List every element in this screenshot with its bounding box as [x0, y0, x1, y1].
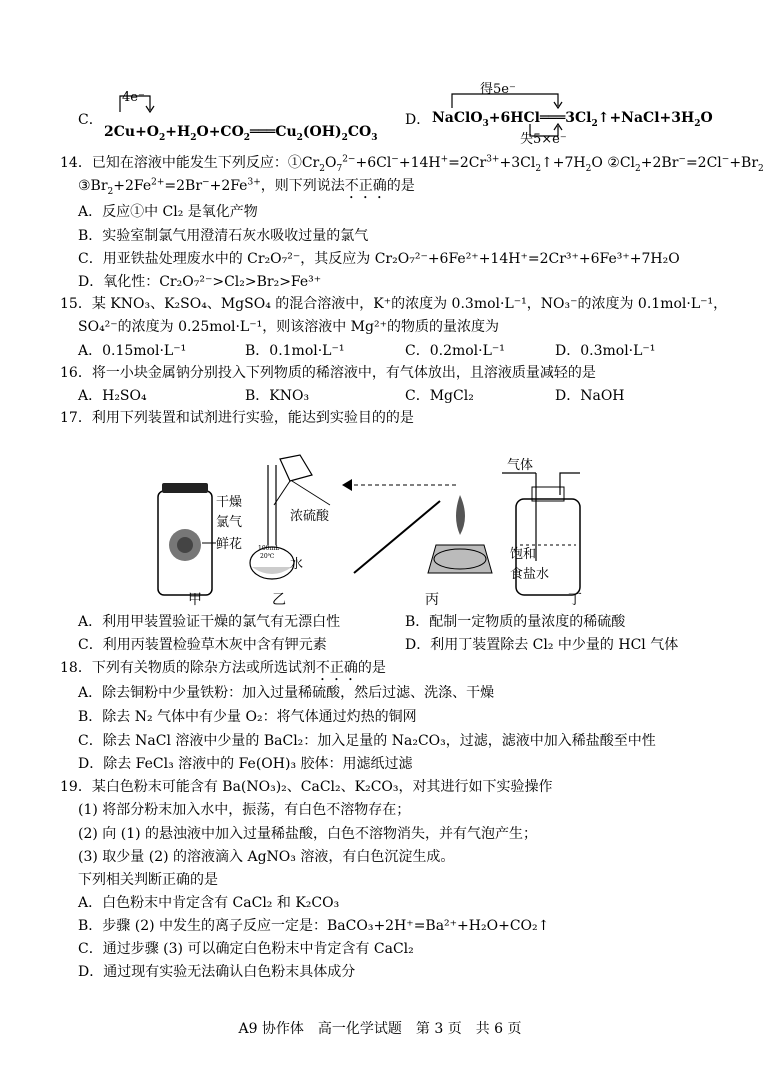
caption-ding: 丁: [568, 592, 582, 608]
q13-option-d-label: D．: [405, 112, 431, 128]
q19-option-d: D．通过现有实验无法确认白色粉末具体成分: [78, 964, 356, 980]
apparatus-jia: [158, 483, 216, 595]
q19-option-b: B．步骤 (2) 中发生的离子反应一定是：BaCO₃+2H⁺=Ba²⁺+H₂O+CO₂↑: [78, 918, 550, 934]
yi-label-acid: 浓硫酸: [290, 509, 330, 524]
q16-option-a: A．H₂SO₄: [78, 388, 147, 404]
q15-stem-line2: SO₄²⁻的浓度为 0.25mol·L⁻¹，则该溶液中 Mg²⁺的物质的量浓度为: [78, 319, 499, 335]
caption-yi: 乙: [272, 592, 286, 608]
q18-stem: 18．下列有关物质的除杂方法或所选试剂不正确的是: [60, 660, 386, 676]
q19-stem: 19．某白色粉末可能含有 Ba(NO₃)₂、CaCl₂、K₂CO₃，对其进行如下实验操作: [60, 779, 553, 795]
q18-option-a: A．除去铜粉中少量铁粉：加入过量稀硫酸，然后过滤、洗涤、干燥: [78, 685, 495, 701]
yi-flask-temp: 20℃: [260, 553, 275, 560]
q16-option-b: B．KNO₃: [245, 388, 310, 404]
q16-option-c: C．MgCl₂: [405, 388, 474, 404]
q14-option-b: B．实验室制氯气用澄清石灰水吸收过量的氯气: [78, 228, 369, 244]
q13-c-electron-label: 4e⁻: [122, 90, 145, 105]
q14-stem-line1: 14．已知在溶液中能发生下列反应：$①Cr_2O_7^{2-}+6Cl^-+14H^+=2Cr^{3+}+3Cl_2↑+7H_2O$ $②Cl_2+2Br^-=2Cl^-+Br_2$: [60, 154, 764, 174]
apparatus-bing: [342, 479, 492, 573]
q18-option-c: C．除去 NaCl 溶液中少量的 BaCl₂：加入足量的 Na₂CO₃，过滤，滤液中加入稀盐酸至中性: [78, 733, 656, 749]
q19-step-3: (3) 取少量 (2) 的溶液滴入 AgNO₃ 溶液，有白色沉淀生成。: [78, 849, 455, 865]
q17-option-d: D．利用丁装置除去 Cl₂ 中少量的 HCl 气体: [405, 637, 679, 653]
caption-bing: 丙: [425, 592, 439, 608]
page-footer: A9 协作体 高一化学试题 第 3 页 共 6 页: [238, 1021, 522, 1037]
q19-step-2: (2) 向 (1) 的悬浊液中加入过量稀盐酸，白色不溶物消失，并有气泡产生；: [78, 826, 538, 842]
q18-option-d: D．除去 FeCl₃ 溶液中的 Fe(OH)₃ 胶体：用滤纸过滤: [78, 756, 413, 772]
yi-flask-volume: 100mL: [258, 545, 280, 552]
ding-label-gas: 气体: [507, 458, 534, 473]
jia-label-dry: 干燥: [216, 495, 243, 510]
q14-option-d: D．氧化性：Cr₂O₇²⁻>Cl₂>Br₂>Fe³⁺: [78, 274, 322, 290]
q15-option-b: B．0.1mol·L⁻¹: [245, 343, 345, 359]
jia-label-flower: 鲜花: [216, 537, 243, 552]
q13-d-lose-label: 失5×e⁻: [520, 132, 567, 147]
q14-option-c: C．用亚铁盐处理废水中的 Cr₂O₇²⁻，其反应为 Cr₂O₇²⁻+6Fe²⁺+14H⁺=2Cr³⁺+6Fe³⁺+7H₂O: [78, 251, 680, 267]
q15-option-c: C．0.2mol·L⁻¹: [405, 343, 505, 359]
q19-judge: 下列相关判断正确的是: [78, 872, 218, 888]
q14-stem-line2: $③Br_2+2Fe^{2+}=2Br^-+2Fe^{3+}$，则下列说法不正确的是: [78, 177, 415, 197]
q17-stem: 17．利用下列装置和试剂进行实验，能达到实验目的的是: [60, 410, 414, 426]
q15-option-d: D．0.3mol·L⁻¹: [555, 343, 656, 359]
q13-d-equation: $NaClO_3+6HCl═══3Cl_2↑+NaCl+3H_2O$: [432, 110, 713, 129]
q14-option-a: A．反应①中 Cl₂ 是氧化产物: [78, 204, 258, 220]
q15-stem-line1: 15．某 KNO₃、K₂SO₄、MgSO₄ 的混合溶液中，K⁺的浓度为 0.3mol·L⁻¹，NO₃⁻的浓度为 0.1mol·L⁻¹，: [60, 296, 728, 312]
caption-jia: 甲: [188, 592, 202, 608]
q16-option-d: D．NaOH: [555, 388, 625, 404]
q17-option-c: C．利用丙装置检验草木灰中含有钾元素: [78, 637, 327, 653]
q13-option-c-label: C．: [78, 112, 103, 128]
q15-option-a: A．0.15mol·L⁻¹: [78, 343, 187, 359]
q19-option-a: A．白色粉末中肯定含有 CaCl₂ 和 K₂CO₃: [78, 895, 340, 911]
ding-label-saturated: 饱和: [510, 547, 537, 562]
q13-c-equation: $2Cu+O_2+H_2O+CO_2═══Cu_2(OH)_2CO_3$: [104, 124, 378, 143]
q13-d-gain-label: 得5e⁻: [480, 82, 516, 97]
q17-option-a: A．利用甲装置验证干燥的氯气有无漂白性: [78, 614, 341, 630]
jia-label-chlorine: 氯气: [216, 515, 243, 530]
q16-stem: 16．将一小块金属钠分别投入下列物质的稀溶液中，有气体放出，且溶液质量减轻的是: [60, 365, 596, 381]
q19-step-1: (1) 将部分粉末加入水中，振荡，有白色不溶物存在；: [78, 802, 411, 818]
q18-option-b: B．除去 N₂ 气体中有少量 O₂：将气体通过灼热的铜网: [78, 709, 417, 725]
q19-option-c: C．通过步骤 (3) 可以确定白色粉末中肯定含有 CaCl₂: [78, 941, 414, 957]
q17-option-b: B．配制一定物质的量浓度的稀硫酸: [405, 614, 626, 630]
ding-label-brine: 食盐水: [510, 567, 550, 582]
yi-label-water: 水: [290, 557, 304, 572]
